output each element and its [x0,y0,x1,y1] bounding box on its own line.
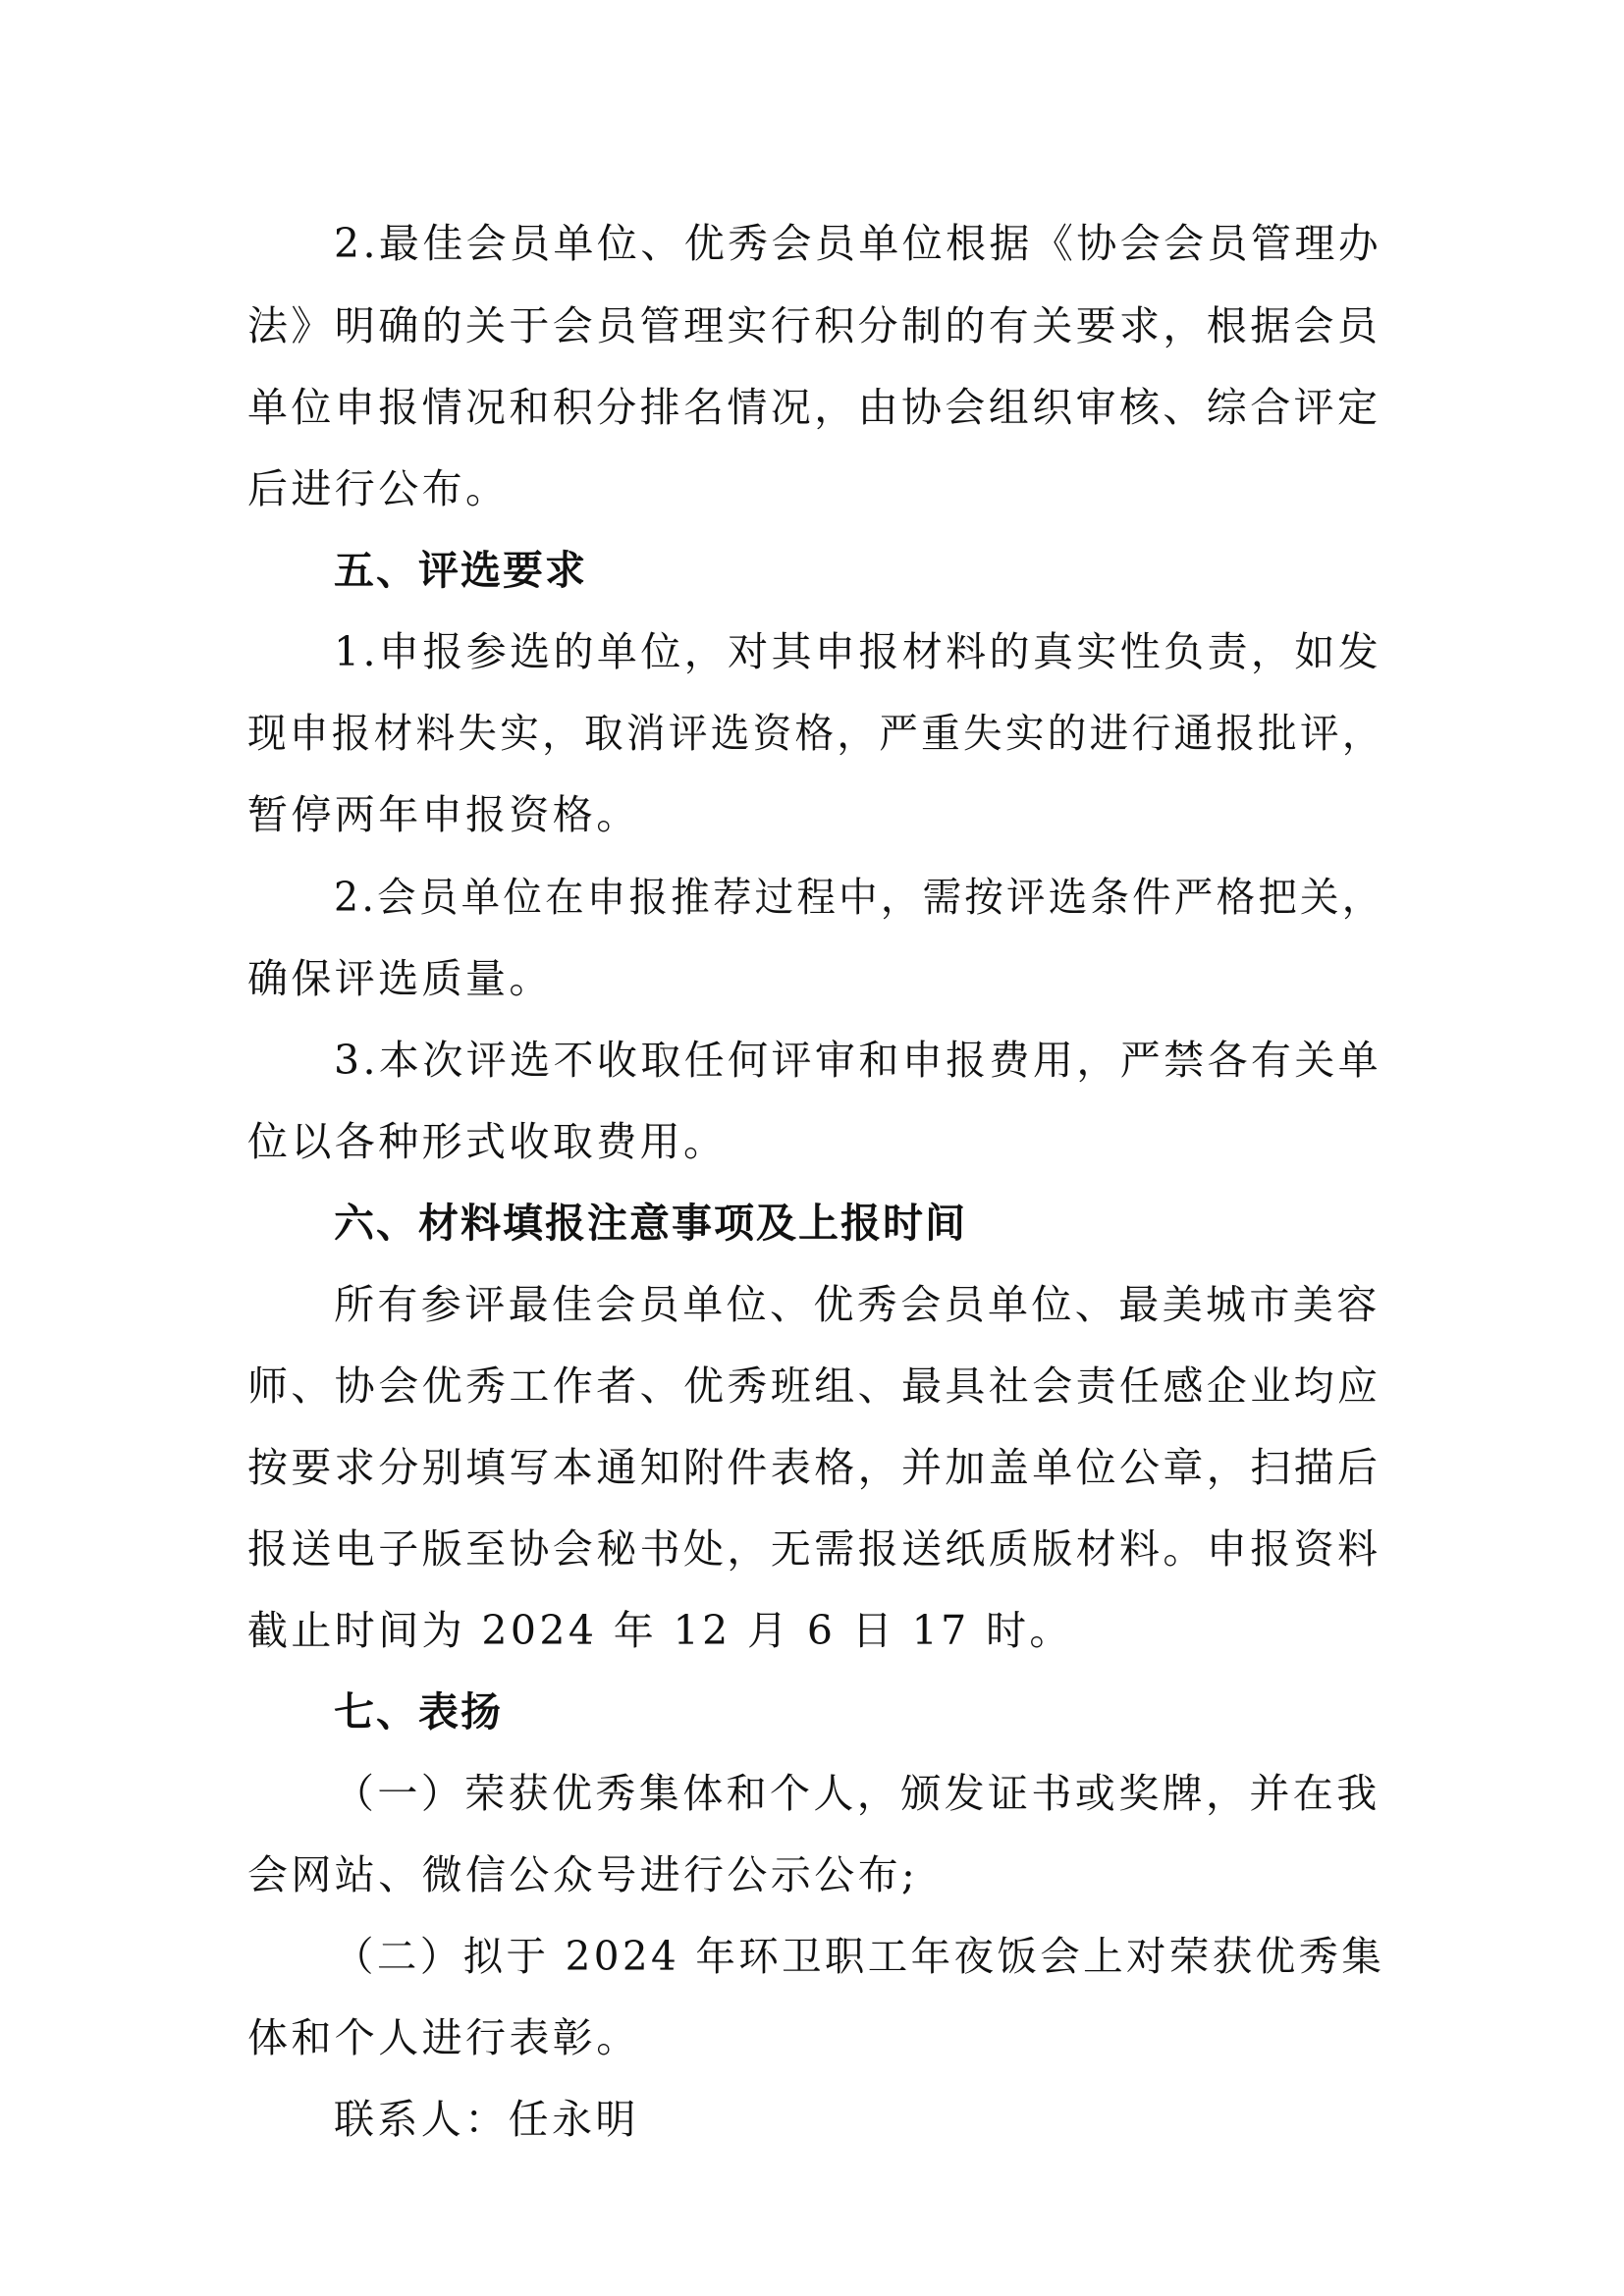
section7-heading: 七、表扬 [334,1688,503,1735]
section7-item1-line-2: 会网站、微信公众号进行公示公布; [247,1851,919,1898]
section5-item3-line-2: 位以各种形式收取费用。 [247,1118,728,1165]
section4-item2-line-2: 法》明确的关于会员管理实行积分制的有关要求，根据会员 [247,302,1381,349]
section6-line-5: 截止时间为 2024 年 12 月 6 日 17 时。 [247,1607,1073,1654]
section7-item2-line-2: 体和个人进行表彰。 [247,2014,640,2061]
section5-item1-line-2: 现申报材料失实，取消评选资格，严重失实的进行通报批评， [247,710,1384,757]
section6-line-4: 报送电子版至协会秘书处，无需报送纸质版材料。申报资料 [247,1525,1381,1573]
section5-item3-line-1: 3.本次评选不收取任何评审和申报费用，严禁各有关单 [334,1037,1382,1084]
section4-item2-line-1: 2.最佳会员单位、优秀会员单位根据《协会会员管理办 [334,220,1382,267]
section7-item2-line-1: （二）拟于 2024 年环卫职工年夜饭会上对荣获优秀集 [334,1933,1385,1980]
section4-item2-line-3: 单位申报情况和积分排名情况，由协会组织审核、综合评定 [247,384,1381,431]
section5-item2-line-1: 2.会员单位在申报推荐过程中，需按评选条件严格把关， [334,874,1384,921]
section5-item1-line-1: 1.申报参选的单位，对其申报材料的真实性负责，如发 [334,628,1382,675]
section6-line-3: 按要求分别填写本通知附件表格，并加盖单位公章，扫描后 [247,1444,1381,1491]
contact-line: 联系人：任永明 [334,2096,639,2143]
section5-heading: 五、评选要求 [334,547,587,594]
section6-line-1: 所有参评最佳会员单位、优秀会员单位、最美城市美容 [334,1281,1380,1328]
section5-item1-line-3: 暂停两年申报资格。 [247,791,640,838]
section6-line-2: 师、协会优秀工作者、优秀班组、最具社会责任感企业均应 [247,1362,1381,1410]
section4-item2-line-4: 后进行公布。 [247,465,510,512]
section7-item1-line-1: （一）荣获优秀集体和个人，颁发证书或奖牌，并在我 [334,1770,1380,1817]
section5-item2-line-2: 确保评选质量。 [247,955,553,1002]
section6-heading: 六、材料填报注意事项及上报时间 [334,1200,967,1247]
